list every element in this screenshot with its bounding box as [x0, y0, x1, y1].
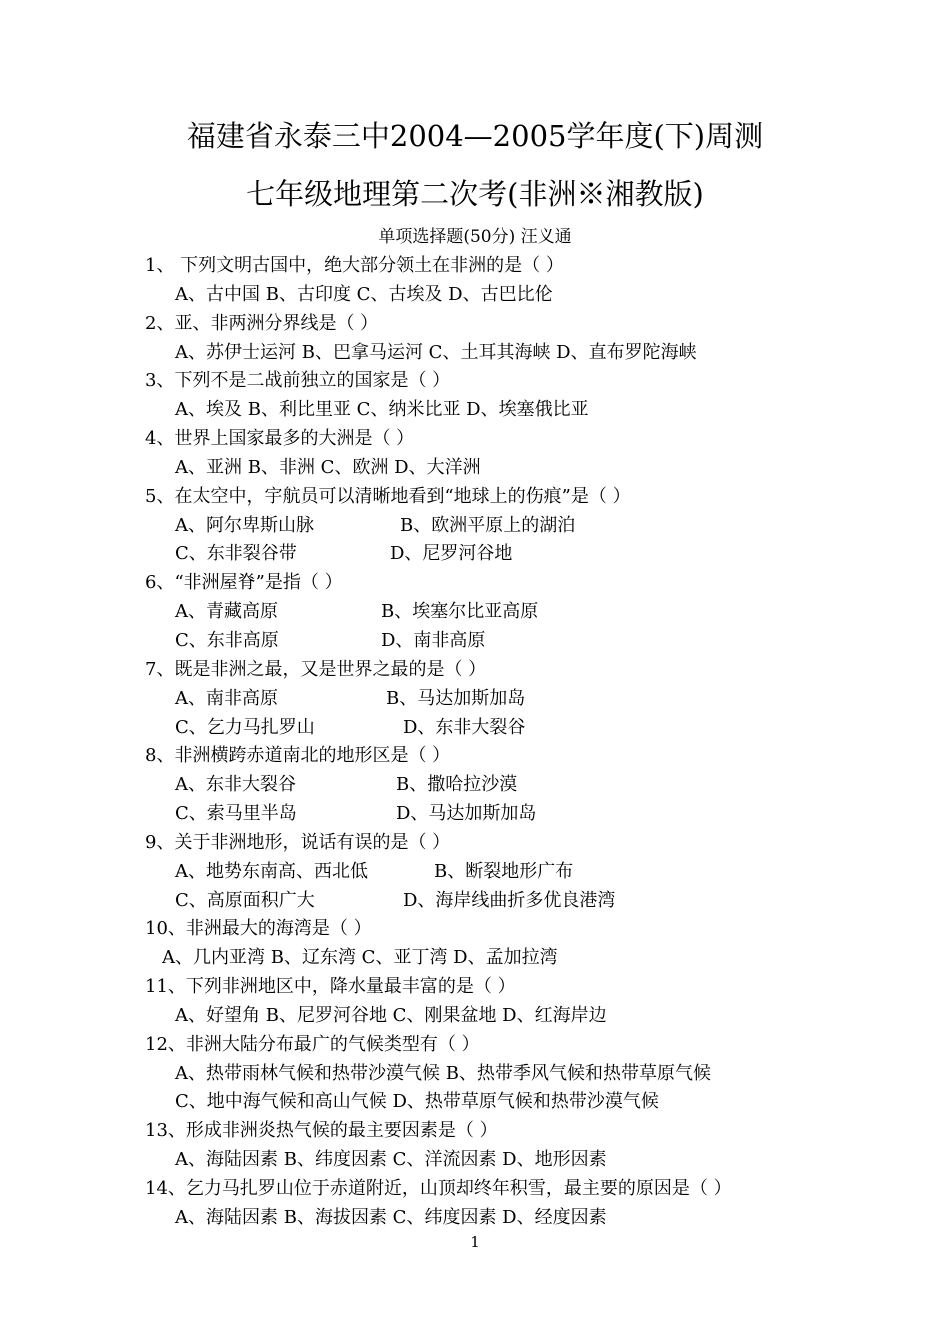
answer-options: [0, 627, 950, 656]
question-list: [0, 252, 950, 1233]
option-left: C、乞力马扎罗山: [175, 716, 315, 738]
section-subtitle: 单项选择题(50分) 汪义通: [378, 227, 572, 247]
answer-options: A、海陆因素 B、海拔因素 C、纬度因素 D、经度因素: [175, 1206, 607, 1228]
option-right: D、海岸线曲折多优良港湾: [403, 889, 616, 911]
answer-options: [0, 512, 950, 541]
option-left: C、索马里半岛: [175, 803, 297, 825]
answer-options: A、好望角 B、尼罗河谷地 C、刚果盆地 D、红海岸边: [175, 1004, 607, 1026]
answer-options: A、古中国 B、古印度 C、古埃及 D、古巴比伦: [175, 283, 553, 305]
option-right: D、马达加斯加岛: [396, 803, 537, 825]
option-right: B、撒哈拉沙漠: [396, 774, 518, 796]
question-stem: 4、世界上国家最多的大洲是（ ）: [145, 428, 415, 450]
question-stem: 6、“非洲屋脊”是指（ ）: [145, 572, 343, 594]
option-left: A、青藏高原: [175, 601, 278, 623]
question-stem: 9、关于非洲地形，说话有误的是（ ）: [145, 831, 451, 853]
title-line-2: 七年级地理第二次考(非洲※湘教版): [246, 177, 704, 211]
option-right: B、马达加斯加岛: [386, 687, 526, 709]
option-left: C、东非裂谷带: [175, 543, 297, 565]
answer-options: A、苏伊士运河 B、巴拿马运河 C、土耳其海峡 D、直布罗陀海峡: [175, 341, 697, 363]
answer-options: [0, 887, 950, 916]
answer-options: [0, 771, 950, 800]
question-stem: 5、在太空中，宇航员可以清晰地看到“地球上的伤痕”是（ ）: [145, 485, 631, 507]
option-left: A、南非高原: [175, 687, 278, 709]
question-stem: 11、下列非洲地区中，降水量最丰富的是（ ）: [145, 976, 516, 998]
option-right: B、埃塞尔比亚高原: [381, 601, 539, 623]
question-stem: 12、非洲大陆分布最广的气候类型有（ ）: [145, 1033, 480, 1055]
option-right: D、南非高原: [381, 629, 486, 651]
question-stem: 10、非洲最大的海湾是（ ）: [145, 918, 372, 940]
question-stem: 3、下列不是二战前独立的国家是（ ）: [145, 370, 451, 392]
title-line-1: 福建省永泰三中2004—2005学年度(下)周测: [186, 119, 764, 153]
question-stem: 2、亚、非两洲分界线是（ ）: [145, 312, 379, 334]
option-left: A、东非大裂谷: [175, 774, 296, 796]
answer-options: [0, 714, 950, 743]
option-right: B、欧洲平原上的湖泊: [400, 514, 576, 536]
answer-options: C、地中海气候和高山气候 D、热带草原气候和热带沙漠气候: [175, 1091, 659, 1113]
question-stem: 14、乞力马扎罗山位于赤道附近，山顶却终年积雪，最主要的原因是（ ）: [145, 1178, 732, 1199]
page-number: 1: [470, 1233, 480, 1251]
answer-options: A、几内亚湾 B、辽东湾 C、亚丁湾 D、孟加拉湾: [162, 947, 558, 969]
answer-options: [0, 598, 950, 627]
answer-options: A、埃及 B、利比里亚 C、纳米比亚 D、埃塞俄比亚: [175, 399, 589, 421]
question-stem: 7、既是非洲之最，又是世界之最的是（ ）: [145, 658, 487, 680]
answer-options: [0, 858, 950, 887]
question-stem: 1、 下列文明古国中，绝大部分领土在非洲的是（ ）: [145, 255, 564, 276]
question-stem: 8、非洲横跨赤道南北的地形区是（ ）: [145, 745, 451, 767]
option-left: A、阿尔卑斯山脉: [175, 514, 314, 536]
answer-options: A、海陆因素 B、纬度因素 C、洋流因素 D、地形因素: [175, 1149, 607, 1171]
question-stem: 13、形成非洲炎热气候的最主要因素是（ ）: [145, 1120, 498, 1142]
option-right: D、东非大裂谷: [403, 716, 526, 738]
answer-options: [0, 800, 950, 829]
option-left: C、高原面积广大: [175, 889, 315, 911]
answer-options: A、亚洲 B、非洲 C、欧洲 D、大洋洲: [175, 456, 481, 478]
option-left: C、东非高原: [175, 629, 279, 651]
option-left: A、地势东南高、西北低: [175, 860, 368, 882]
answer-options: [0, 540, 950, 569]
option-right: D、尼罗河谷地: [390, 543, 513, 565]
answer-options: A、热带雨林气候和热带沙漠气候 B、热带季风气候和热带草原气候: [175, 1062, 711, 1084]
option-right: B、断裂地形广布: [434, 860, 574, 882]
answer-options: [0, 685, 950, 714]
